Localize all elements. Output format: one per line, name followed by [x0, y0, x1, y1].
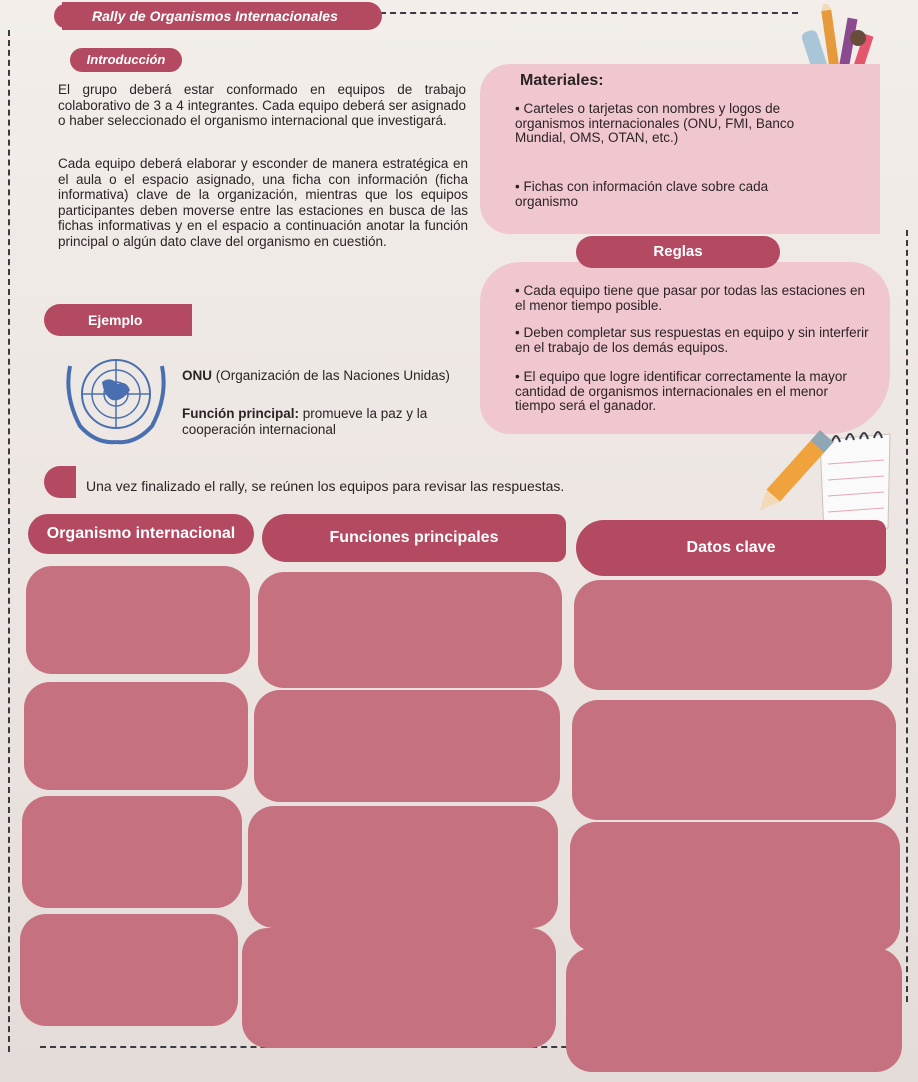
rules-title: Reglas — [576, 236, 780, 268]
example-label: Ejemplo — [44, 304, 192, 336]
dashed-border-top — [380, 12, 798, 14]
dashed-border-right — [906, 230, 908, 1002]
answer-cell[interactable] — [572, 700, 896, 820]
un-emblem-icon — [60, 346, 172, 450]
intro-label: Introducción — [70, 48, 182, 72]
page-title: Rally de Organismos Internacionales — [62, 2, 382, 30]
column-header-organization: Organismo internacional — [28, 514, 254, 554]
answer-cell[interactable] — [574, 580, 892, 690]
answer-cell[interactable] — [566, 948, 902, 1072]
example-main-function: Función principal: promueve la paz y la cooperación internacional — [182, 406, 428, 437]
answer-cell[interactable] — [254, 690, 560, 802]
dashed-border-left — [8, 30, 10, 1052]
answer-cell[interactable] — [20, 914, 238, 1026]
answer-cell[interactable] — [248, 806, 558, 928]
example-organization-name: ONU (Organización de las Naciones Unidas) — [182, 368, 450, 383]
materials-title: Materiales: — [520, 72, 604, 89]
rules-item: • El equipo que logre identificar correctamente la mayor cantidad de organismos internacionales en el menor tiempo será el ganador. — [515, 369, 847, 413]
closing-bullet — [44, 466, 76, 498]
answer-cell[interactable] — [258, 572, 562, 688]
answer-cell[interactable] — [242, 928, 556, 1048]
answer-cell[interactable] — [24, 682, 248, 790]
column-header-functions: Funciones principales — [262, 514, 566, 562]
answer-cell[interactable] — [26, 566, 250, 674]
intro-paragraph-2: Cada equipo deberá elaborar y esconder de manera estratégica en el aula o el espacio asignado, una ficha con información (ficha informativa) clave de la organización, mientras que los equipos participantes deben moverse entre las estaciones en busca de las fichas informativas y en el espacio a continuación anotar la función principal o algún dato clave del organismo en cuestión. — [58, 156, 468, 249]
closing-instruction: Una vez finalizado el rally, se reúnen los equipos para revisar las respuestas. — [86, 478, 565, 494]
materials-item: • Carteles o tarjetas con nombres y logos de organismos internacionales (ONU, FMI, Banco Mundial, OMS, OTAN, etc.) — [515, 101, 795, 145]
answer-cell[interactable] — [570, 822, 900, 952]
rules-item: • Deben completar sus respuestas en equipo y sin interferir en el trabajo de los demás equipos. — [515, 325, 869, 355]
rules-item: • Cada equipo tiene que pasar por todas las estaciones en el menor tiempo posible. — [515, 283, 865, 313]
materials-item: • Fichas con información clave sobre cada organismo — [515, 179, 769, 209]
intro-paragraph-1: El grupo deberá estar conformado en equipos de trabajo colaborativo de 3 a 4 integrantes. Cada equipo deberá ser asignado o haber seleccionado el organismo internacional que investigará. — [58, 82, 466, 129]
column-header-key-data: Datos clave — [576, 520, 886, 576]
answer-cell[interactable] — [22, 796, 242, 908]
